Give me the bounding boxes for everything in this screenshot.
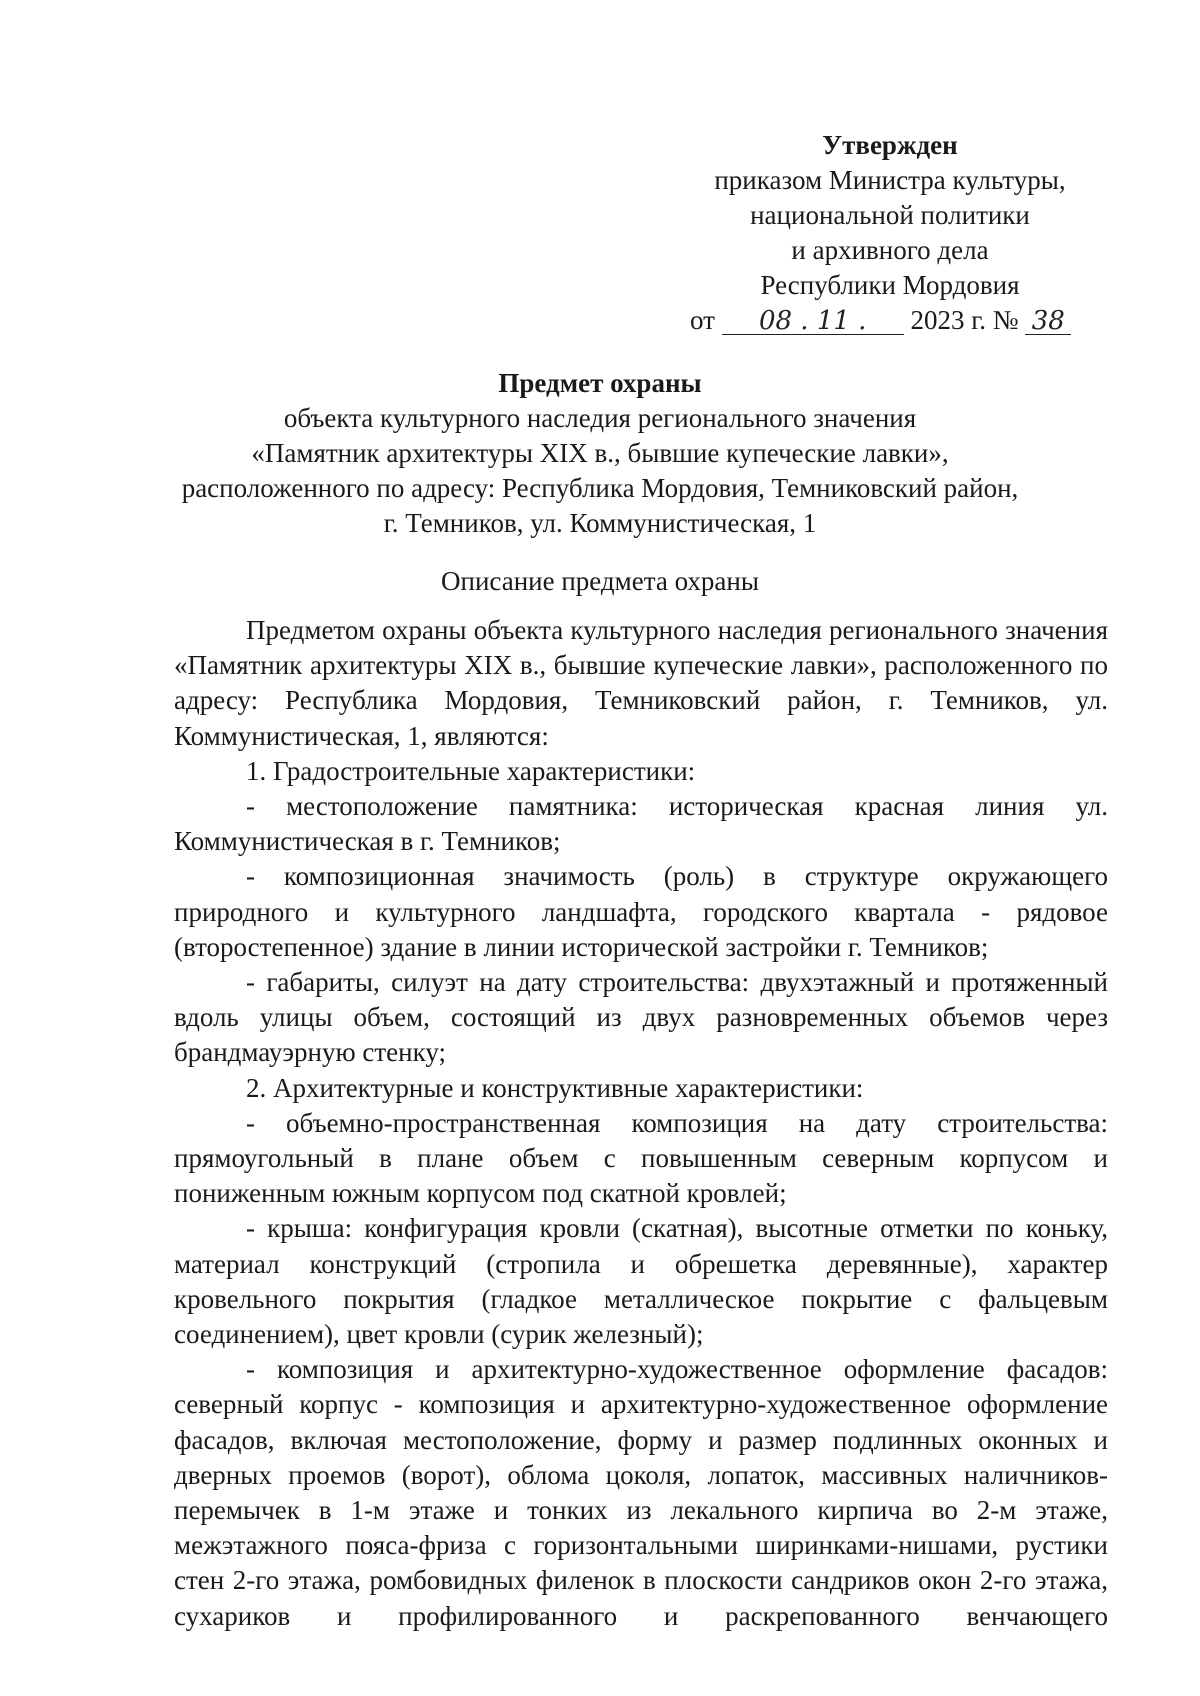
approval-block	[690, 128, 1090, 338]
handwritten-date: 08 . 11 .	[758, 306, 867, 336]
paragraph: - местоположение памятника: историческая красная линия ул. Коммунистическая в г. Темников;	[174, 791, 1108, 857]
approval-line: национальной политики	[750, 200, 1030, 230]
paragraph: - габариты, силуэт на дату строительства: двухэтажный и протяженный вдоль улицы объем, состоящий из двух разновременных объемов через брандмауэрную стенку;	[174, 967, 1108, 1068]
approval-line: приказом Министра культуры,	[714, 165, 1066, 195]
approval-line: Республики Мордовия	[760, 270, 1020, 300]
section-heading: 2. Архитектурные и конструктивные характеристики:	[246, 1072, 864, 1103]
paragraph: - объемно-пространственная композиция на дату строительства: прямоугольный в плане объем с повышенным северным корпусом и пониженным южным корпусом под скатной кровлей;	[174, 1107, 1108, 1209]
paragraph: - композиция и архитектурно-художественное оформление фасадов: северный корпус - композиция и архитектурно-художественное оформление фасадов, включая местоположение, форму и размер подлинных оконных и дверных проемов (ворот), облома цоколя, лопаток, массивных наличников-перемычек в 1-м этаже и тонких из лекального кирпича во 2-м этаже, межэтажного пояса-фриза с горизонтальными ширинками-нишами, рустики стен 2-го этажа, ромбовидных филенок в плоскости сандриков окон 2-го этажа, сухариков и профилированного и раскрепованного венчающего	[174, 1354, 1108, 1631]
section-title: Описание предмета охраны	[441, 566, 759, 596]
year-suffix: 2023 г. №	[910, 305, 1019, 335]
paragraph: - композиционная значимость (роль) в структуре окружающего природного и культурного ландшафта, городского квартала - рядовое (второстепенное) здание в линии исторической застройки г. Темников;	[174, 861, 1108, 962]
date-prefix: от	[690, 305, 715, 335]
title-block	[150, 366, 1050, 541]
document-title: Предмет охраны	[498, 368, 702, 398]
approval-line: и архивного дела	[791, 235, 989, 265]
title-line: г. Темников, ул. Коммунистическая, 1	[383, 508, 817, 538]
number-field	[1025, 303, 1071, 335]
title-line: расположенного по адресу: Республика Мордовия, Темниковский район,	[181, 473, 1019, 503]
handwritten-number: 38	[1031, 306, 1065, 336]
approval-date-line	[690, 303, 1090, 338]
paragraph: Предметом охраны объекта культурного наследия регионального значения «Памятник архитектуры XIX в., бывшие купеческие лавки», расположенного по адресу: Республика Мордовия, Темниковский район, г. Темников, ул. Коммунистическая, 1, являются:	[174, 615, 1108, 751]
approval-heading: Утвержден	[822, 130, 958, 160]
title-line: «Памятник архитектуры XIX в., бывшие купеческие лавки»,	[251, 438, 949, 468]
paragraph: - крыша: конфигурация кровли (скатная), высотные отметки по коньку, материал конструкций (стропила и обрешетка деревянные), характер кровельного покрытия (гладкое металлическое покрытие с фальцевым соединением), цвет кровли (сурик железный);	[174, 1213, 1108, 1350]
title-line: объекта культурного наследия регионального значения	[283, 403, 917, 433]
date-field	[722, 303, 904, 335]
section-heading: 1. Градостроительные характеристики:	[246, 755, 696, 786]
body-text	[174, 613, 1108, 1634]
